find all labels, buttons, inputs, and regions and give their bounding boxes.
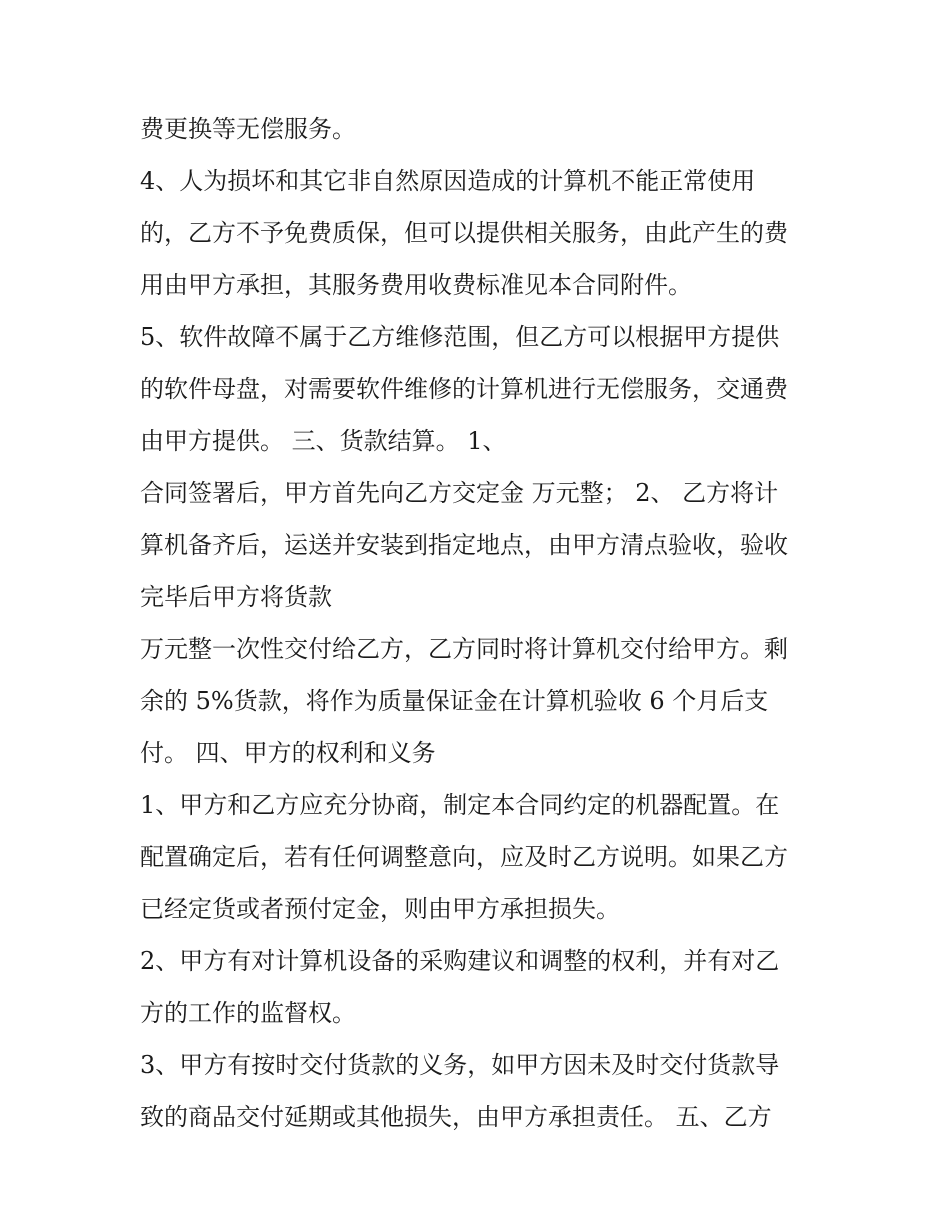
- text-line: 算机备齐后，运送并安装到指定地点，由甲方清点验收，验收: [140, 531, 788, 559]
- text-line: 合同签署后，甲方首先向乙方交定金 万元整； 2、 乙方将计: [140, 479, 779, 507]
- text-line: 的，乙方不予免费质保，但可以提供相关服务，由此产生的费: [140, 219, 788, 247]
- text-line: 完毕后甲方将货款: [140, 583, 332, 611]
- text-line: 3、甲方有按时交付货款的义务，如甲方因未及时交付货款导: [140, 1051, 780, 1079]
- text-line: 用由甲方承担，其服务费用收费标准见本合同附件。: [140, 271, 692, 299]
- text-line: 费更换等无偿服务。: [140, 115, 356, 143]
- text-line: 由甲方提供。 三、货款结算。 1、: [140, 427, 507, 455]
- text-line: 4、人为损坏和其它非自然原因造成的计算机不能正常使用: [140, 167, 756, 195]
- text-line: 万元整一次性交付给乙方，乙方同时将计算机交付给甲方。剩: [140, 635, 788, 663]
- text-line: 的软件母盘，对需要软件维修的计算机进行无偿服务，交通费: [140, 375, 788, 403]
- text-line: 方的工作的监督权。: [140, 999, 356, 1027]
- text-line: 5、软件故障不属于乙方维修范围，但乙方可以根据甲方提供: [140, 323, 780, 351]
- text-line: 1、甲方和乙方应充分协商，制定本合同约定的机器配置。在: [140, 791, 780, 819]
- contract-text: [140, 103, 820, 1143]
- text-line: 2、甲方有对计算机设备的采购建议和调整的权利，并有对乙: [140, 947, 780, 975]
- text-line: 付。 四、甲方的权利和义务: [140, 739, 436, 767]
- text-line: 配置确定后，若有任何调整意向，应及时乙方说明。如果乙方: [140, 843, 788, 871]
- text-line: 已经定货或者预付定金，则由甲方承担损失。: [140, 895, 620, 923]
- text-line: 致的商品交付延期或其他损失，由甲方承担责任。 五、乙方: [140, 1103, 772, 1131]
- text-line: 余的 5%货款，将作为质量保证金在计算机验收 6 个月后支: [140, 687, 769, 715]
